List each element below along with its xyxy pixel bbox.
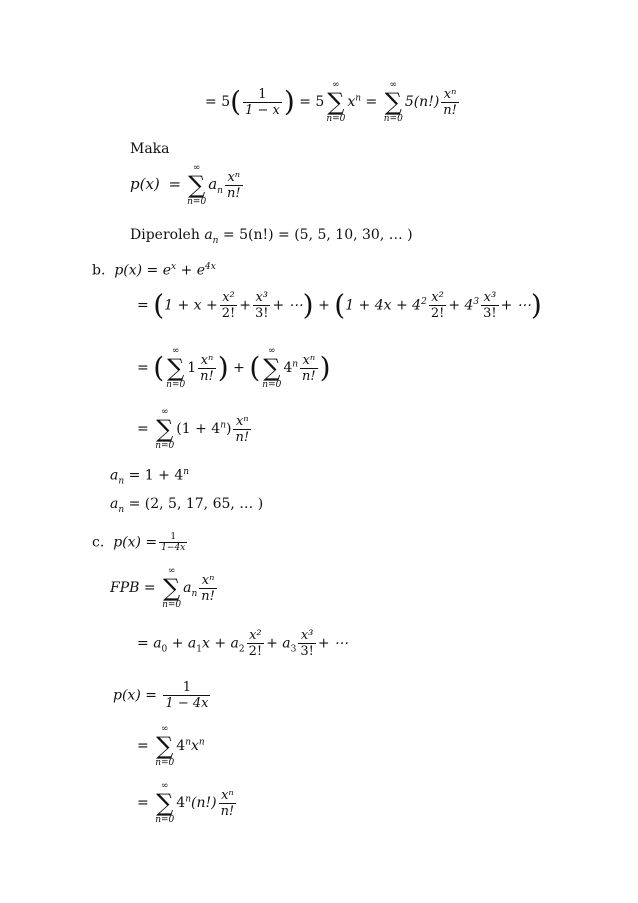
part-b-heading: b. $p(x) = e^x + e^{4x}$ bbox=[92, 262, 216, 279]
part-b-combined: = ∞ ∑ n=0 $(1 + 4^n)$ $\frac{\text{xⁿ}}{n!}$ bbox=[137, 407, 250, 451]
part-b-expansion: = (1 + x + $\frac{\text{x²}}{2!}$ + $\frac{\text{x³}}{3!}$ + ⋯) + ($1 + 4x + 4^2$ $\frac{\text{x²}}{2!}$ + $4^3$ $\frac{\text{x³}}{3!}$ + ⋯) bbox=[137, 288, 542, 322]
equals-sign: = bbox=[205, 94, 217, 110]
equation-line-1: = 5( $\frac{1}{1 - x}$ ) = 5 ∞ ∑ n=0 $x^n$ = ∞ ∑ n=0 5(n!) $\frac{\text{xⁿ}}{n!}$ bbox=[205, 80, 457, 124]
an-sequence: $a_n = (2$, 5, 17, 65, … ) bbox=[110, 496, 264, 515]
summation: ∞ ∑ n=0 bbox=[383, 80, 403, 124]
part-c-egf: = ∞ ∑ n=0 4$^n$(n!) $\frac{\text{xⁿ}}{n!}$ bbox=[137, 781, 235, 825]
part-c-heading: c. p(x) = $\frac{1}{1-4x}$ bbox=[92, 532, 186, 553]
fraction: $\frac{1}{1 - x}$ bbox=[245, 86, 280, 118]
an-formula: $a_n = 1 + 4^n$ bbox=[110, 467, 190, 487]
coefficient: 5 bbox=[221, 94, 231, 110]
summation: ∞ ∑ n=0 bbox=[326, 80, 346, 124]
maka-text: Maka bbox=[130, 141, 170, 157]
diperoleh-line: Diperoleh $a_n = 5(n!) = (5$, 5, 10, 30, … ) bbox=[130, 227, 413, 246]
fpb-expansion: = $a_0 + a_1x + a_2$ $\frac{\text{x²}}{2!}$ + $a_3$ $\frac{\text{x³}}{3!}$ + ⋯ bbox=[137, 628, 349, 659]
equation-px: p(x) = ∞ ∑ n=0 $a_n$ $\frac{\text{xⁿ}}{n!}$ bbox=[130, 163, 241, 207]
fpb-definition: FPB = ∞ ∑ n=0 $a_n$ $\frac{\text{xⁿ}}{n!}$ bbox=[110, 566, 215, 610]
part-c-px: p(x) = $\frac{1}{1 - 4x}$ bbox=[113, 680, 209, 711]
part-c-sum: = ∞ ∑ n=0 $4^nx^n$ bbox=[137, 724, 205, 768]
part-b-sum-form: = ( ∞ ∑ n=0 1 $\frac{\text{xⁿ}}{n!}$ ) + ( ∞ ∑ n=0 4$^n$ $\frac{\text{xⁿ}}{n!}$ ) bbox=[137, 346, 331, 390]
